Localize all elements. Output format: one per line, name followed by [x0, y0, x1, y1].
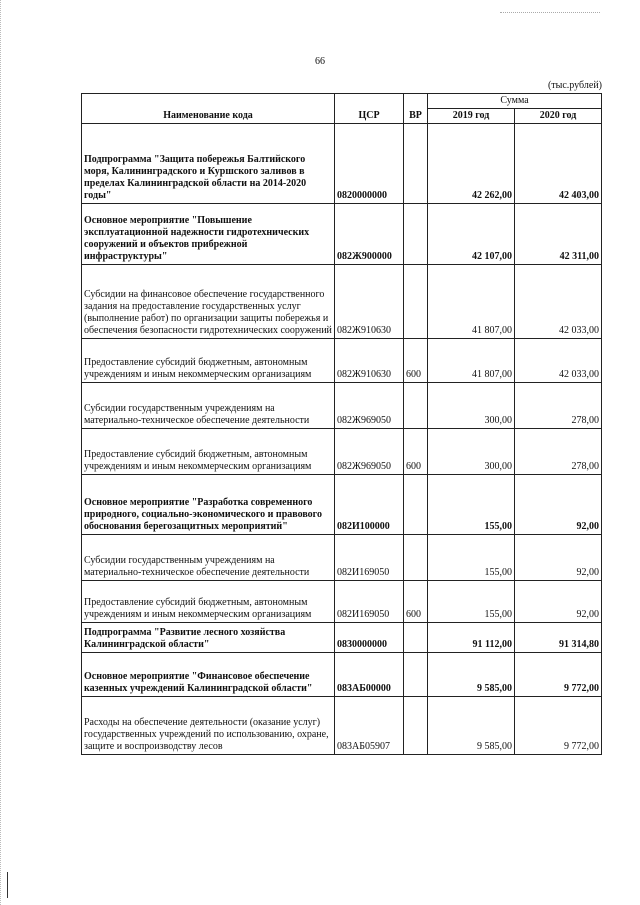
row-csr-cell: 082Ж900000: [335, 204, 404, 265]
row-name-cell: Субсидии государственным учреждениям на материально-техническое обеспечение деятельности: [82, 535, 335, 581]
table-row: [82, 383, 602, 429]
row-csr-cell: 082И169050: [335, 581, 404, 623]
row-name-cell: Предоставление субсидий бюджетным, автономным учреждениям и иным некоммерческим организациям: [82, 581, 335, 623]
table-body: [82, 124, 602, 755]
row-sum-2020-cell: 42 403,00: [515, 124, 602, 204]
page-number: 66: [315, 56, 325, 67]
row-vr-cell: [404, 535, 428, 581]
row-name-cell: Основное мероприятие "Повышение эксплуатационной надежности гидротехнических сооружений и объектов прибрежной инфраструктуры": [82, 204, 335, 265]
table-row: [82, 339, 602, 383]
row-vr-cell: [404, 653, 428, 697]
row-sum-2020-cell: 92,00: [515, 581, 602, 623]
row-sum-2020-cell: 278,00: [515, 383, 602, 429]
scan-tick-mark: [7, 872, 8, 898]
row-name-cell: Субсидии на финансовое обеспечение государственного задания на предоставление государственных услуг (выполнение работ) по организации защиты побережья и обеспечения безопасности гидротехнических сооружений: [82, 265, 335, 339]
row-vr-cell: [404, 124, 428, 204]
row-sum-2020-cell: 91 314,80: [515, 623, 602, 653]
row-csr-cell: 082Ж910630: [335, 339, 404, 383]
row-sum-2020-cell: 278,00: [515, 429, 602, 475]
table-row: [82, 429, 602, 475]
units-label: (тыс.рублей): [547, 80, 602, 91]
row-sum-2020-cell: 42 311,00: [515, 204, 602, 265]
row-sum-2019-cell: 41 807,00: [428, 339, 515, 383]
row-vr-cell: 600: [404, 581, 428, 623]
row-vr-cell: [404, 697, 428, 755]
row-sum-2019-cell: 155,00: [428, 475, 515, 535]
header-year-2019: 2019 год: [428, 109, 515, 124]
row-sum-2019-cell: 91 112,00: [428, 623, 515, 653]
row-csr-cell: 082Ж969050: [335, 383, 404, 429]
table-row: [82, 623, 602, 653]
row-sum-2019-cell: 42 262,00: [428, 124, 515, 204]
header-year-2020: 2020 год: [515, 109, 602, 124]
row-name-cell: Субсидии государственным учреждениям на материально-техническое обеспечение деятельности: [82, 383, 335, 429]
row-name-cell: Расходы на обеспечение деятельности (оказание услуг) государственных учреждений по использованию, охране, защите и воспроизводству лесов: [82, 697, 335, 755]
row-sum-2019-cell: 9 585,00: [428, 653, 515, 697]
row-csr-cell: 082Ж910630: [335, 265, 404, 339]
budget-table-wrapper: [81, 93, 601, 755]
header-sum: Сумма: [428, 94, 602, 109]
table-row: [82, 204, 602, 265]
row-sum-2019-cell: 9 585,00: [428, 697, 515, 755]
row-vr-cell: [404, 475, 428, 535]
row-sum-2020-cell: 9 772,00: [515, 653, 602, 697]
row-sum-2020-cell: 42 033,00: [515, 265, 602, 339]
row-vr-cell: 600: [404, 339, 428, 383]
row-csr-cell: 0830000000: [335, 623, 404, 653]
scan-top-mark: [500, 12, 600, 14]
table-row: [82, 265, 602, 339]
row-csr-cell: 082И169050: [335, 535, 404, 581]
header-name: Наименование кода: [82, 94, 335, 124]
row-name-cell: Основное мероприятие "Финансовое обеспечение казенных учреждений Калининградской области": [82, 653, 335, 697]
header-vr: ВР: [404, 94, 428, 124]
row-sum-2019-cell: 300,00: [428, 429, 515, 475]
row-name-cell: Подпрограмма "Развитие лесного хозяйства Калининградской области": [82, 623, 335, 653]
row-name-cell: Подпрограмма "Защита побережья Балтийского моря, Калининградского и Куршского заливов в пределах Калининградской области на 2014-2020 годы": [82, 124, 335, 204]
row-vr-cell: [404, 204, 428, 265]
table-row: [82, 475, 602, 535]
row-sum-2020-cell: 92,00: [515, 535, 602, 581]
row-sum-2019-cell: 42 107,00: [428, 204, 515, 265]
row-csr-cell: 082И100000: [335, 475, 404, 535]
row-csr-cell: 083АБ05907: [335, 697, 404, 755]
row-vr-cell: 600: [404, 429, 428, 475]
table-row: [82, 535, 602, 581]
row-csr-cell: 082Ж969050: [335, 429, 404, 475]
row-name-cell: Предоставление субсидий бюджетным, автономным учреждениям и иным некоммерческим организациям: [82, 339, 335, 383]
table-row: [82, 697, 602, 755]
row-name-cell: Основное мероприятие "Разработка современного природного, социально-экономического и правового обоснования берегозащитных мероприятий": [82, 475, 335, 535]
table-row: [82, 653, 602, 697]
row-csr-cell: 083АБ00000: [335, 653, 404, 697]
row-sum-2019-cell: 41 807,00: [428, 265, 515, 339]
scan-edge-mark: [0, 0, 3, 905]
row-vr-cell: [404, 623, 428, 653]
row-sum-2020-cell: 42 033,00: [515, 339, 602, 383]
table-row: [82, 124, 602, 204]
row-sum-2020-cell: 9 772,00: [515, 697, 602, 755]
row-sum-2020-cell: 92,00: [515, 475, 602, 535]
row-vr-cell: [404, 265, 428, 339]
budget-table: [81, 93, 602, 755]
row-csr-cell: 0820000000: [335, 124, 404, 204]
row-name-cell: Предоставление субсидий бюджетным, автономным учреждениям и иным некоммерческим организациям: [82, 429, 335, 475]
row-sum-2019-cell: 155,00: [428, 581, 515, 623]
header-csr: ЦСР: [335, 94, 404, 124]
row-vr-cell: [404, 383, 428, 429]
row-sum-2019-cell: 155,00: [428, 535, 515, 581]
table-row: [82, 581, 602, 623]
row-sum-2019-cell: 300,00: [428, 383, 515, 429]
